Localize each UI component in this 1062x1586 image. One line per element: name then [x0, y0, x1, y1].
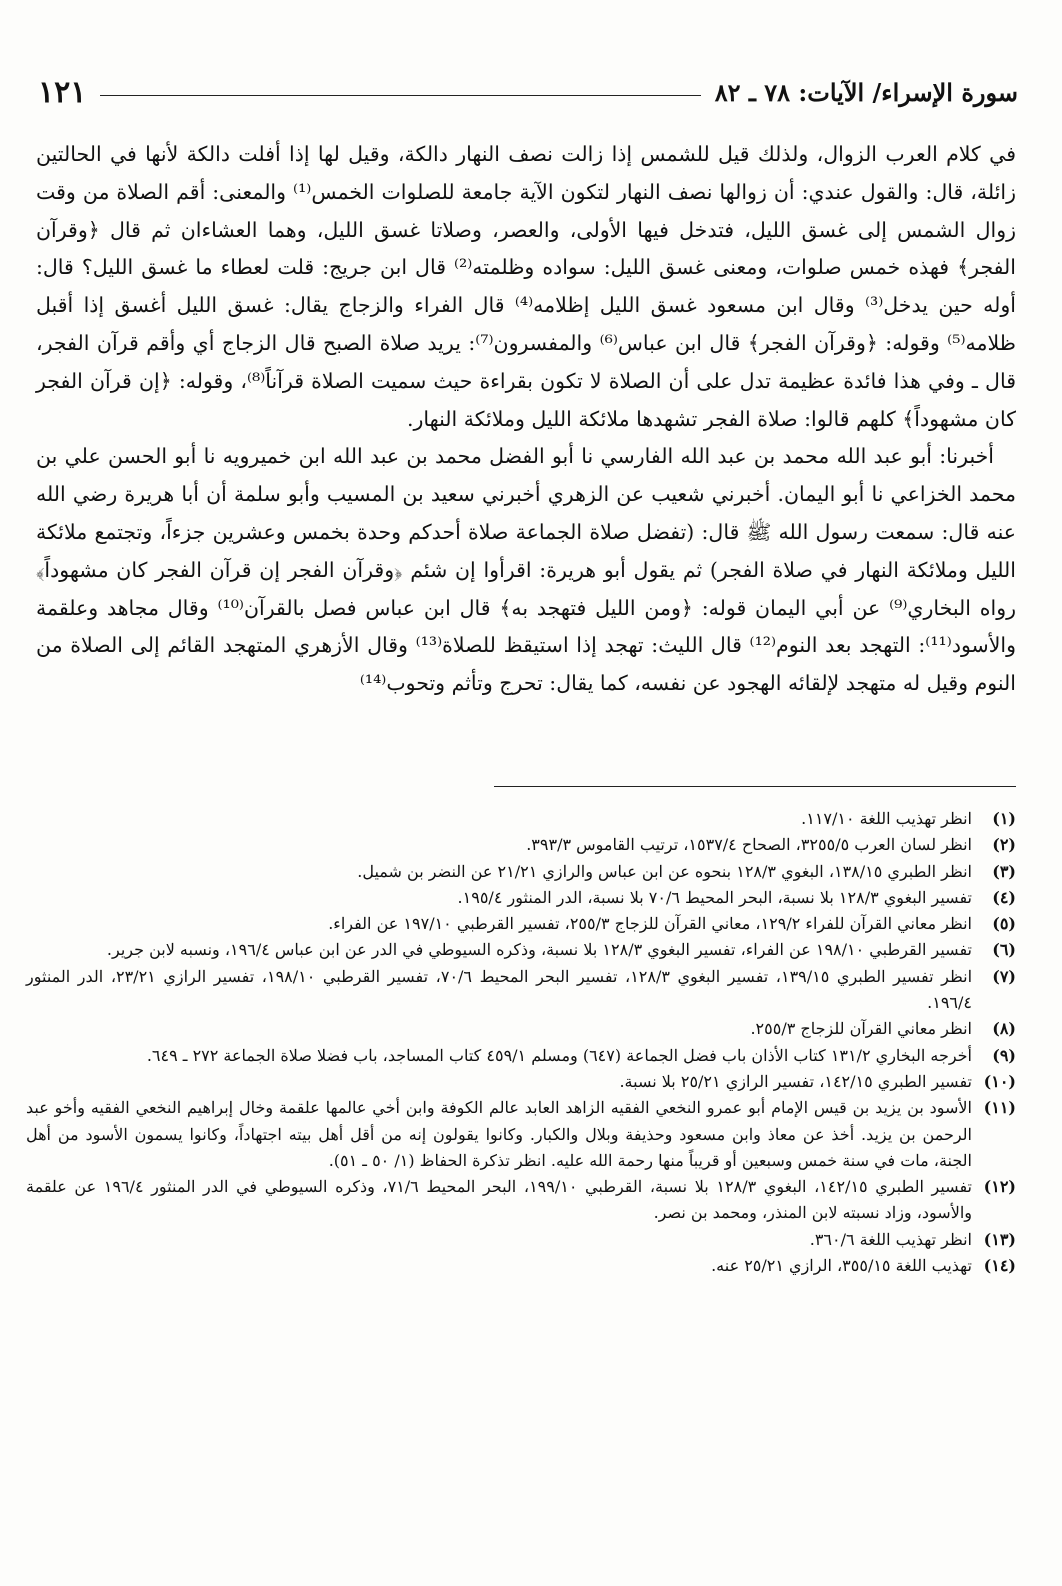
- footnote-number: (١٣): [983, 1229, 1016, 1249]
- footnote: [26, 1174, 1016, 1227]
- footnote-number: (١٢): [983, 1177, 1016, 1197]
- footnote-text: انظر الطبري ١٣٨/١٥، البغوي ١٢٨/٣ بنحوه عن ابن عباس والرازي ٢١/٢١ عن النضر بن شميل.: [357, 861, 972, 881]
- header-rule: [100, 95, 700, 96]
- footnote-number: (٢): [992, 835, 1016, 855]
- footnote: [26, 937, 1016, 963]
- footnote-number: (١١): [983, 1098, 1016, 1118]
- footnote-text: انظر معاني القرآن للفراء ١٢٩/٢، معاني القرآن للزجاج ٢٥٥/٣، تفسير القرطبي ١٩٧/١٠ عن الفراء.: [328, 914, 972, 934]
- footnote-number: (٦): [992, 940, 1016, 960]
- footnote: [26, 1095, 1016, 1174]
- paragraph: أخبرنا: أبو عبد الله محمد بن عبد الله الفارسي نا أبو الفضل محمد بن عبد الله ابن خميرويه نا أبو الحسن علي بن محمد الخزاعي نا أبو اليمان. أخبرني شعيب عن الزهري أخبرني سعيد بن المسيب وأبو سلمة أن أبا هريرة رضي الله عنه قال: سمعت رسول الله ﷺ قال: (تفضل صلاة الجماعة صلاة أحدكم وحدة بخمس وعشرين جزءاً، وتجتمع ملائكة الليل وملائكة النهار في صلاة الفجر) ثم يقول أبو هريرة: اقرأوا إن شئم ﴿وقرآن الفجر إن قرآن الفجر كان مشهوداً﴾ رواه البخاري⁽⁹⁾ عن أبي اليمان قوله: ﴿ومن الليل فتهجد به﴾ قال ابن عباس فصل بالقرآن⁽¹⁰⁾ وقال مجاهد وعلقمة والأسود⁽¹¹⁾: التهجد بعد النوم⁽¹²⁾ قال الليث: تهجد إذا استيقظ للصلاة⁽¹³⁾ وقال الأزهري المتهجد القائم إلى الصلاة من النوم وقيل له متهجد لإلقائه الهجود عن نفسه، كما يقال: تحرج وتأثم وتحوب⁽¹⁴⁾: [36, 444, 1016, 696]
- surah-title: سورة الإسراء/ الآيات: ٧٨ ـ ٨٢: [714, 77, 1018, 107]
- footnote-text: تفسير الطبري ١٤٢/١٥، تفسير الرازي ٢٥/٢١ بلا نسبة.: [619, 1071, 972, 1091]
- footnote-text: انظر تهذيب اللغة ٣٦٠/٦.: [809, 1229, 972, 1249]
- footnote-number: (٩): [992, 1045, 1016, 1065]
- footnote-text: تفسير القرطبي ١٩٨/١٠ عن الفراء، تفسير البغوي ١٢٨/٣ بلا نسبة، وذكره السيوطي في الدر عن ابن عباس ١٩٦/٤، ونسبه لابن جرير.: [106, 940, 972, 960]
- footnote-number: (١): [992, 809, 1016, 828]
- footnote-text: انظر تفسير الطبري ١٣٩/١٥، تفسير البغوي ١٢٨/٣، تفسير البحر المحيط ٧٠/٦، تفسير القرطبي ١٩٨/١٠، تفسير الرازي ٢٣/٢١، الدر المنثور ١٩٦/٤.: [26, 966, 973, 1013]
- footnote: [26, 1016, 1016, 1042]
- footnote-text: الأسود بن يزيد بن قيس الإمام أبو عمرو النخعي الفقيه الزاهد العابد عالم الكوفة وابن أخي عالمها علقمة وخال إبراهيم النخعي الفقيه وأخو عبد الرحمن بن يزيد. أخذ عن معاذ وابن مسعود وحذيفة وبلال والكبار. وكانوا يقولون إنه من أقل أهل بيته اجتهاداً، وكانوا يسمون الأسود من أهل الجنة، مات في سنة خمس وسبعين أو قريباً منها رحمة الله عليه. انظر تذكرة الحفاظ (١/ ٥٠ ـ ٥١).: [26, 1098, 972, 1170]
- footnote: [26, 832, 1016, 858]
- footnote-number: (٤): [992, 887, 1016, 907]
- footnote: [26, 859, 1016, 885]
- footnote-text: انظر معاني القرآن للزجاج ٢٥٥/٣.: [750, 1019, 972, 1039]
- footnote-number: (٧): [992, 966, 1016, 986]
- footnote-number: (٨): [992, 1019, 1016, 1039]
- footnote-text: انظر لسان العرب ٣٢٥٥/٥، الصحاح ١٥٣٧/٤، ترتيب القاموس ٣٩٣/٣.: [526, 835, 972, 855]
- footnote-number: (٣): [992, 861, 1016, 881]
- footnote-text: انظر تهذيب اللغة ١١٧/١٠.: [801, 809, 972, 828]
- footnote: [26, 885, 1016, 911]
- footnote-text: أخرجه البخاري ١٣١/٢ كتاب الأذان باب فضل الجماعة (٦٤٧) ومسلم ٤٥٩/١ كتاب المساجد، باب فضلا صلاة الجماعة ٢٧٢ ـ ٦٤٩.: [146, 1045, 972, 1065]
- page-number: ١٢١: [38, 74, 87, 110]
- footnotes: [26, 806, 1016, 1279]
- footnote-number: (٥): [992, 914, 1016, 934]
- main-text: [36, 136, 1016, 703]
- footnote-separator: [494, 786, 1016, 787]
- footnote: [26, 1253, 1016, 1279]
- footnote: [26, 964, 1016, 1017]
- footnote: [26, 1069, 1016, 1095]
- footnote: [26, 911, 1016, 937]
- footnote: [26, 806, 1016, 832]
- footnote: [26, 1227, 1016, 1253]
- footnote-text: تفسير الطبري ١٤٢/١٥، البغوي ١٢٨/٣ بلا نسبة، القرطبي ١٩٩/١٠، البحر المحيط ٧١/٦، وذكره السيوطي في الدر المنثور ١٩٦/٤ عن علقمة والأسود، وزاد نسبته لابن المنذر، ومحمد بن نصر.: [26, 1177, 972, 1223]
- footnote-number: (١٠): [983, 1071, 1016, 1091]
- footnote-text: تفسير البغوي ١٢٨/٣ بلا نسبة، البحر المحيط ٧٠/٦ بلا نسبة، الدر المنثور ١٩٥/٤.: [457, 887, 972, 907]
- footnote-number: (١٤): [983, 1256, 1016, 1276]
- footnote-text: تهذيب اللغة ٣٥٥/١٥، الرازي ٢٥/٢١ عنه.: [711, 1256, 972, 1276]
- footnote: [26, 1043, 1016, 1069]
- paragraph: في كلام العرب الزوال، ولذلك قيل للشمس إذا زالت نصف النهار دالكة، وقيل لها إذا أفلت دالكة لأنها في الحالتين زائلة، قال: والقول عندي: أن زوالها نصف النهار لتكون الآية جامعة للصلوات الخمس⁽¹⁾ والمعنى: أقم الصلاة من وقت زوال الشمس إلى غسق الليل، فتدخل فيها الأولى، والعصر، وصلاتا غسق الليل، وهما العشاءان ثم قال ﴿وقرآن الفجر﴾ فهذه خمس صلوات، ومعنى غسق الليل: سواده وظلمته⁽²⁾ قال ابن جريج: قلت لعطاء ما غسق الليل؟ قال: أوله حين يدخل⁽³⁾ وقال ابن مسعود غسق الليل إظلامه⁽⁴⁾ قال الفراء والزجاج يقال: غسق الليل أغسق إذا أقبل ظلامه⁽⁵⁾ وقوله: ﴿وقرآن الفجر﴾ قال ابن عباس⁽⁶⁾ والمفسرون⁽⁷⁾: يريد صلاة الصبح قال الزجاج أي وأقم قرآن الفجر، قال ـ وفي هذا فائدة عظيمة تدل على أن الصلاة لا تكون بقراءة حيث سميت الصلاة قرآناً⁽⁸⁾، وقوله: ﴿إن قرآن الفجر كان مشهوداً﴾ كلهم قالوا: صلاة الفجر تشهدها ملائكة الليل وملائكة النهار.: [36, 142, 1017, 431]
- page-header: [38, 72, 1018, 112]
